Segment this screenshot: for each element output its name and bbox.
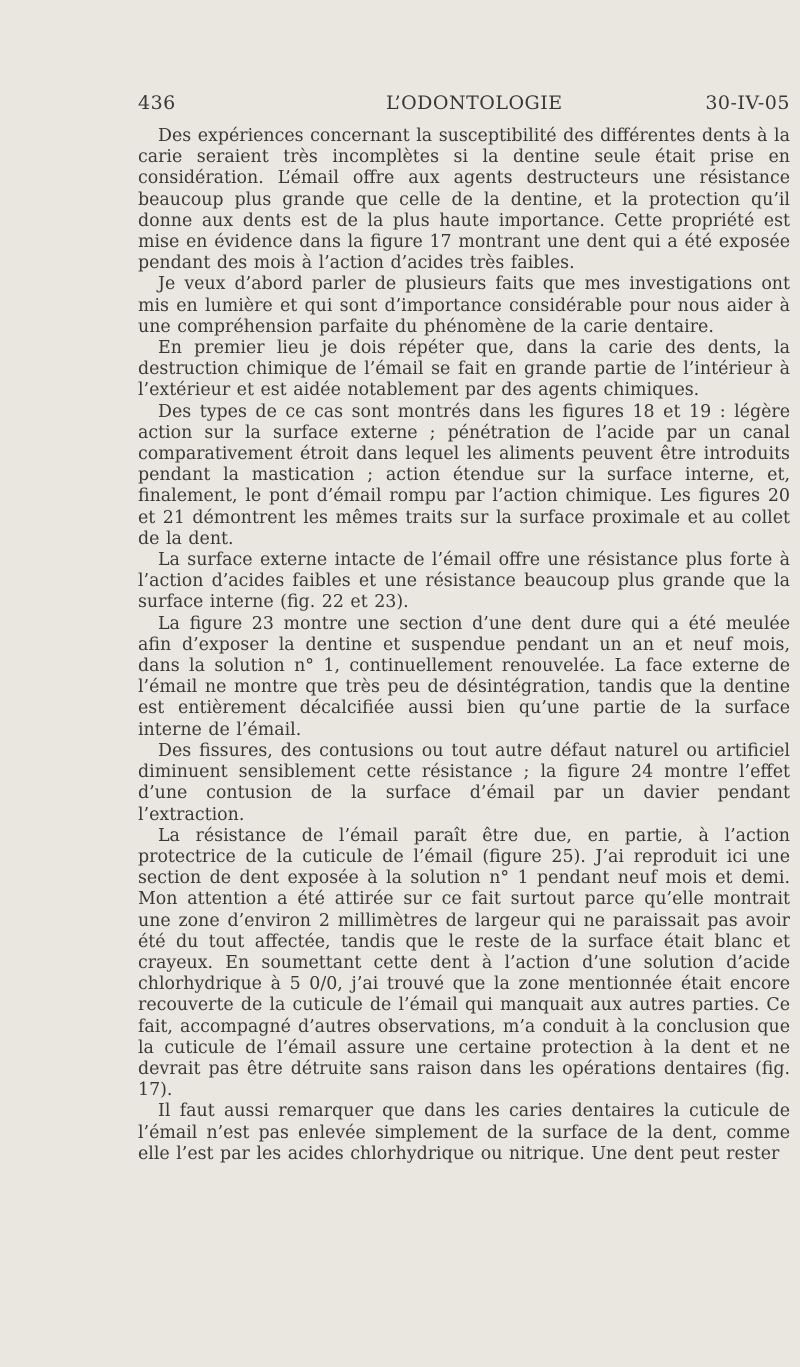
paragraph: La surface externe intacte de l’émail offre une résistance plus forte à l’action d’acides faibles et une résistance beaucoup plus grande que la surface interne (fig. 22 et 23). [138,550,790,613]
running-header [138,92,790,118]
running-title: L’ODONTOLOGIE [386,92,563,114]
paragraph: Des types de ce cas sont montrés dans les figures 18 et 19 : légère action sur la surface externe ; pénétration de l’acide par un canal comparativement étroit dans lequel les aliments peuvent être introduits pendant la mastication ; action étendue sur la surface interne, et, finalement, le pont d’émail rompu par l’action chimique. Les figures 20 et 21 démontrent les mêmes traits sur la surface proximale et au collet de la dent. [138,401,790,549]
issue-date: 30-IV-05 [705,92,790,114]
body-text [138,126,790,1165]
paragraph: La figure 23 montre une section d’une dent dure qui a été meulée afin d’exposer la dentine et suspendue pendant un an et neuf mois, dans la solution n° 1, continuellement renouvelée. La face externe de l’émail ne montre que très peu de désintégration, tandis que la dentine est entièrement décalcifiée aussi bien qu’une partie de la surface interne de l’émail. [138,613,790,740]
paragraph: En premier lieu je dois répéter que, dans la carie des dents, la destruction chimique de l’émail se fait en grande partie de l’intérieur à l’extérieur et est aidée notablement par des agents chimiques. [138,338,790,401]
paragraph: Il faut aussi remarquer que dans les caries dentaires la cuticule de l’émail n’est pas enlevée simplement de la surface de la dent, comme elle l’est par les acides chlorhydrique ou nitrique. Une dent peut rester [138,1101,790,1164]
paragraph: Je veux d’abord parler de plusieurs faits que mes investigations ont mis en lumière et qui sont d’importance considérable pour nous aider à une compréhension parfaite du phénomène de la carie dentaire. [138,274,790,337]
paragraph: Des expériences concernant la susceptibilité des différentes dents à la carie seraient très incomplètes si la dentine seule était prise en considération. L’émail offre aux agents destructeurs une résistance beaucoup plus grande que celle de la dentine, et la protection qu’il donne aux dents est de la plus haute importance. Cette propriété est mise en évidence dans la figure 17 montrant une dent qui a été exposée pendant des mois à l’action d’acides très faibles. [138,126,790,274]
paragraph: La résistance de l’émail paraît être due, en partie, à l’action protectrice de la cuticule de l’émail (figure 25). J’ai reproduit ici une section de dent exposée à la solution n° 1 pendant neuf mois et demi. Mon attention a été attirée sur ce fait surtout parce qu’elle montrait une zone d’environ 2 millimètres de largeur qui ne paraissait pas avoir été du tout affectée, tandis que le reste de la surface était blanc et crayeux. En soumettant cette dent à l’action d’une solution d’acide chlorhydrique à 5 0/0, j’ai trouvé que la zone mentionnée était encore recouverte de la cuticule de l’émail qui manquait aux autres parties. Ce fait, accompagné d’autres observations, m’a conduit à la conclusion que la cuticule de l’émail assure une certaine protection à la dent et ne devrait pas être détruite sans raison dans les opérations dentaires (fig. 17). [138,825,790,1101]
paragraph: Des fissures, des contusions ou tout autre défaut naturel ou artificiel diminuent sensiblement cette résistance ; la figure 24 montre l’effet d’une contusion de la surface d’émail par un davier pendant l’extraction. [138,740,790,825]
page-number: 436 [138,92,176,114]
